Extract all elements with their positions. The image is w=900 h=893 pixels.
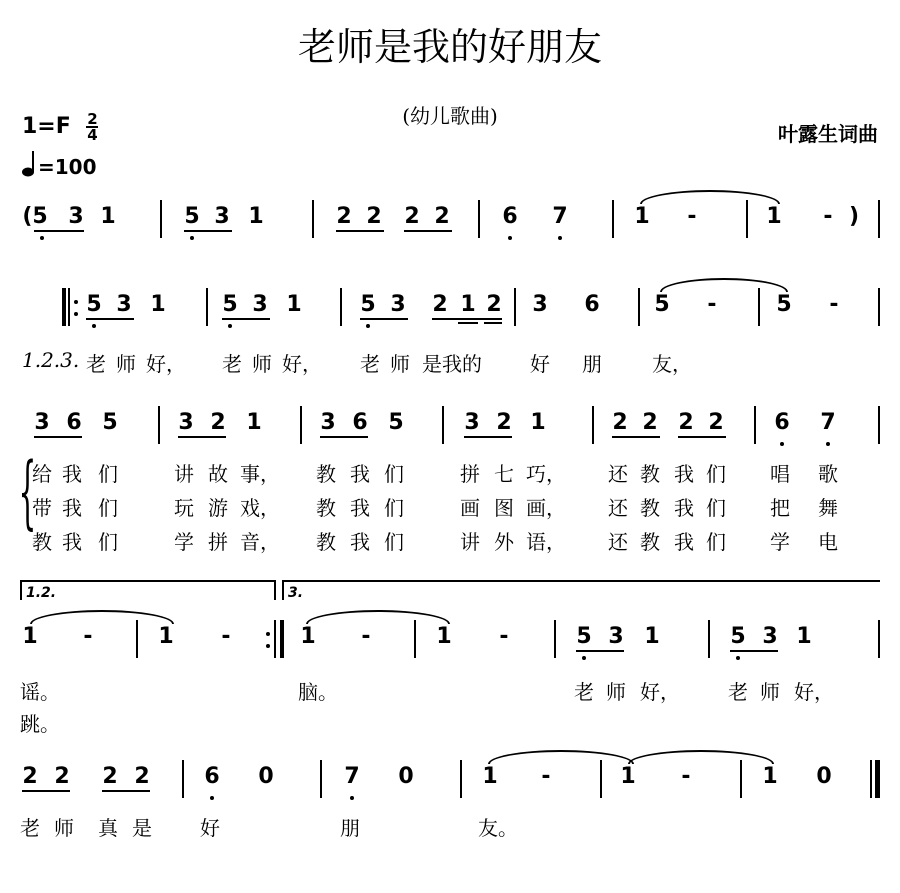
note: -	[681, 764, 691, 789]
key-label: 1=F	[22, 114, 71, 139]
lyric: 师	[252, 352, 272, 376]
song-subtitle: (幼儿歌曲)	[402, 104, 498, 128]
lyric: 舞	[818, 496, 838, 520]
note: 3	[320, 410, 336, 435]
lyric: 真	[98, 816, 118, 840]
lyric: 教	[316, 462, 336, 486]
staff-row-3	[0, 406, 900, 446]
note: 5	[222, 292, 238, 317]
note: 1	[634, 204, 650, 229]
lyric: 老	[574, 680, 594, 704]
lyric: 我	[62, 530, 82, 554]
staff-row-2	[0, 288, 900, 328]
note: 3	[464, 410, 480, 435]
verse-brace: {	[18, 445, 37, 538]
lyric: 脑。	[298, 680, 338, 704]
lyric: 们	[384, 530, 404, 554]
time-top: 2	[87, 110, 98, 128]
note: 3	[34, 410, 50, 435]
lyric: 老	[728, 680, 748, 704]
lyric: 电	[818, 530, 838, 554]
note: 2	[486, 292, 502, 317]
lyric: 好	[200, 816, 220, 840]
lyric-line-3a	[0, 458, 900, 486]
note: 5	[776, 292, 792, 317]
note: 1	[158, 624, 174, 649]
lyric-line-3c	[0, 526, 900, 554]
verse-numbers: 1.2.3.	[22, 348, 80, 372]
note: 5	[388, 410, 404, 435]
time-bottom: 4	[87, 126, 98, 144]
note: 2	[134, 764, 150, 789]
note: 1	[644, 624, 660, 649]
lyric: 我	[62, 462, 82, 486]
lyric: 朋	[340, 816, 360, 840]
note: 6	[66, 410, 82, 435]
note: 1	[246, 410, 262, 435]
lyric: 师	[606, 680, 626, 704]
lyric: 老	[20, 816, 40, 840]
lyric: 拼	[208, 530, 228, 554]
lyric: 学	[770, 530, 790, 554]
note: 2	[366, 204, 382, 229]
note: )	[848, 204, 860, 229]
lyric: 故	[208, 462, 228, 486]
note: 2	[210, 410, 226, 435]
note: 1	[100, 204, 116, 229]
lyric: 们	[706, 462, 726, 486]
author-credit: 叶露生词曲	[778, 122, 878, 146]
note: -	[361, 624, 371, 649]
lyric: 还	[608, 462, 628, 486]
lyric: 教	[316, 530, 336, 554]
lyric: 我	[350, 462, 370, 486]
note: 1	[620, 764, 636, 789]
note: 5	[102, 410, 118, 435]
lyric-line-5	[0, 812, 900, 840]
lyric: 学	[174, 530, 194, 554]
lyric: 还	[608, 530, 628, 554]
note: 5	[184, 204, 200, 229]
lyric: 把	[770, 496, 790, 520]
note: 6	[352, 410, 368, 435]
note: 1	[300, 624, 316, 649]
note: 1	[22, 624, 38, 649]
quarter-note-icon	[22, 150, 38, 178]
lyric: 教	[316, 496, 336, 520]
note: -	[823, 204, 833, 229]
volta-third-ending	[282, 580, 880, 600]
lyric: 谣。	[20, 680, 60, 704]
lyric: 老	[222, 352, 242, 376]
staff-row-5	[0, 760, 900, 800]
lyric: 好，	[794, 680, 834, 704]
note: 6	[502, 204, 518, 229]
lyric: 们	[98, 496, 118, 520]
lyric: 我	[62, 496, 82, 520]
note: 6	[774, 410, 790, 435]
lyric: 图	[494, 496, 514, 520]
lyric: 师	[116, 352, 136, 376]
lyric: 唱	[770, 462, 790, 486]
note: 1	[530, 410, 546, 435]
note: 2	[54, 764, 70, 789]
lyric: 讲	[174, 462, 194, 486]
lyric: 还	[608, 496, 628, 520]
note: 1	[766, 204, 782, 229]
note: 2	[336, 204, 352, 229]
lyric: 老	[86, 352, 106, 376]
lyric: 们	[98, 530, 118, 554]
lyric: 师	[54, 816, 74, 840]
time-signature	[86, 110, 98, 144]
lyric: 师	[390, 352, 410, 376]
note: 3	[116, 292, 132, 317]
lyric: 事，	[240, 462, 280, 486]
lyric: 巧，	[526, 462, 566, 486]
note: 1	[150, 292, 166, 317]
lyric: 们	[384, 496, 404, 520]
lyric: 老	[360, 352, 380, 376]
lyric: 带	[32, 496, 52, 520]
lyric: 们	[706, 496, 726, 520]
note: 3	[252, 292, 268, 317]
lyric: 好	[530, 352, 550, 376]
note: -	[499, 624, 509, 649]
note: 5	[360, 292, 376, 317]
note: 1	[286, 292, 302, 317]
note: 2	[22, 764, 38, 789]
lyric: 教	[640, 530, 660, 554]
note: 1	[460, 292, 476, 317]
lyric-line-4b	[0, 708, 200, 736]
note: 3	[390, 292, 406, 317]
song-title: 老师是我的好朋友	[297, 25, 602, 69]
lyric: 音，	[240, 530, 280, 554]
note: 2	[434, 204, 450, 229]
note: 2	[708, 410, 724, 435]
lyric: 给	[32, 462, 52, 486]
lyric: 我	[674, 530, 694, 554]
lyric: 师	[760, 680, 780, 704]
volta-label: 3.	[288, 585, 304, 601]
note: 7	[552, 204, 568, 229]
volta-label: 1.2.	[26, 585, 57, 601]
note: 2	[496, 410, 512, 435]
note: 5	[654, 292, 670, 317]
lyric: 教	[32, 530, 52, 554]
lyric: 是	[132, 816, 152, 840]
lyric-line-3b	[0, 492, 900, 520]
note: 1	[762, 764, 778, 789]
staff-row-4	[0, 620, 900, 660]
lyric: 我	[674, 496, 694, 520]
note: 5	[576, 624, 592, 649]
note: 2	[102, 764, 118, 789]
lyric: 教	[640, 496, 660, 520]
note: 0	[398, 764, 414, 789]
note: 0	[816, 764, 832, 789]
lyric-line-verse	[0, 348, 900, 378]
lyric: 们	[384, 462, 404, 486]
lyric: 语，	[526, 530, 566, 554]
note: 3	[762, 624, 778, 649]
note: 3	[608, 624, 624, 649]
lyric-line-4a	[0, 676, 900, 704]
note: 3	[178, 410, 194, 435]
note: 2	[432, 292, 448, 317]
lyric: 友。	[478, 816, 518, 840]
note: 5	[86, 292, 102, 317]
note: 2	[678, 410, 694, 435]
note: 3	[214, 204, 230, 229]
note: 6	[584, 292, 600, 317]
note: (5	[22, 204, 48, 229]
note: -	[687, 204, 697, 229]
lyric: 我	[350, 530, 370, 554]
note: -	[707, 292, 717, 317]
lyric: 好，	[146, 352, 186, 376]
lyric: 好，	[282, 352, 322, 376]
lyric: 朋	[582, 352, 602, 376]
note: 2	[612, 410, 628, 435]
lyric: 画，	[526, 496, 566, 520]
note: 7	[344, 764, 360, 789]
note: 1	[482, 764, 498, 789]
lyric: 游	[208, 496, 228, 520]
lyric: 拼	[460, 462, 480, 486]
note: -	[829, 292, 839, 317]
note: -	[221, 624, 231, 649]
lyric: 我	[674, 462, 694, 486]
key-signature	[22, 110, 98, 144]
lyric: 跳。	[20, 712, 60, 736]
note: 7	[820, 410, 836, 435]
lyric: 教	[640, 462, 660, 486]
lyric: 画	[460, 496, 480, 520]
note: -	[541, 764, 551, 789]
lyric: 歌	[818, 462, 838, 486]
volta-first-ending	[20, 580, 276, 600]
note: 1	[796, 624, 812, 649]
note: 1	[436, 624, 452, 649]
lyric: 我	[350, 496, 370, 520]
tempo-marking	[22, 150, 97, 179]
lyric: 友，	[652, 352, 692, 376]
note: 2	[404, 204, 420, 229]
lyric: 七	[494, 462, 514, 486]
lyric: 们	[98, 462, 118, 486]
lyric: 们	[706, 530, 726, 554]
note: 3	[68, 204, 84, 229]
lyric: 玩	[174, 496, 194, 520]
note: 2	[642, 410, 658, 435]
note: 3	[532, 292, 548, 317]
lyric: 外	[494, 530, 514, 554]
note: -	[83, 624, 93, 649]
note: 1	[248, 204, 264, 229]
staff-row-1	[0, 200, 900, 240]
tempo-value: =100	[38, 155, 97, 179]
note: 0	[258, 764, 274, 789]
lyric: 讲	[460, 530, 480, 554]
note: 6	[204, 764, 220, 789]
lyric: 是我的	[422, 352, 482, 376]
lyric: 好，	[640, 680, 680, 704]
note: 5	[730, 624, 746, 649]
lyric: 戏，	[240, 496, 280, 520]
